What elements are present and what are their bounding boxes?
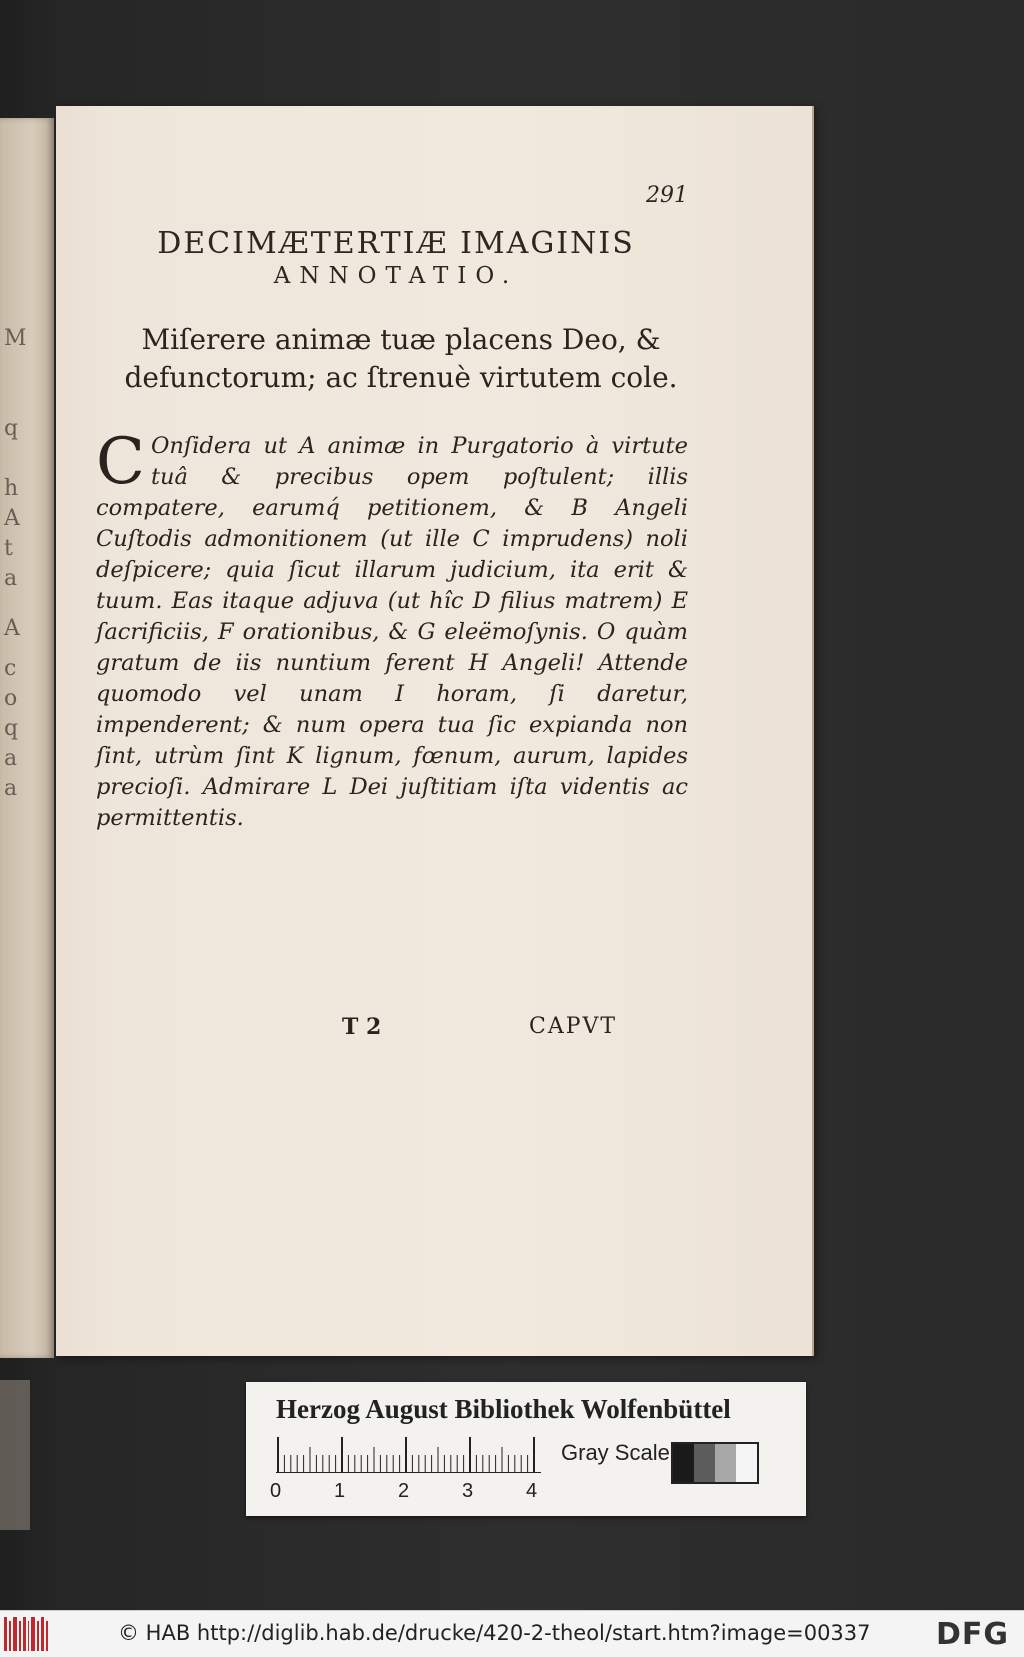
gray-patch	[673, 1444, 694, 1482]
logo-bar	[31, 1617, 35, 1651]
heading-line-1: DECIMÆTERTIÆ IMAGINIS	[157, 226, 635, 261]
gray-patch	[736, 1444, 757, 1482]
gray-scale-label: Gray Scale	[561, 1440, 670, 1465]
facing-page-letter: A	[4, 506, 20, 531]
copyright-link[interactable]: © HAB http://diglib.hab.de/drucke/420-2-theol/start.htm?image=00337	[118, 1621, 871, 1645]
ruler-label: 0	[270, 1480, 282, 1502]
logo-bar	[19, 1621, 21, 1651]
catchword: CAPVT	[529, 1014, 618, 1039]
body-paragraph	[96, 425, 688, 834]
facing-page-letter: a	[4, 566, 18, 591]
ruler-label: 1	[334, 1480, 346, 1502]
facing-page-letter: a	[4, 776, 18, 801]
drop-cap: C	[96, 425, 145, 499]
hab-barcode-logo-icon	[2, 1617, 48, 1651]
binding-strip	[0, 1380, 30, 1530]
ruler-label: 2	[398, 1480, 410, 1502]
ruler-label: 4	[526, 1480, 538, 1502]
book-page	[56, 106, 812, 1356]
gray-patch	[694, 1444, 715, 1482]
logo-bar	[37, 1621, 39, 1651]
logo-bar	[9, 1621, 11, 1651]
gray-patch	[715, 1444, 736, 1482]
footer-bar	[0, 1610, 1024, 1657]
body-text: Onſidera ut A animæ in Purgatorio à virtute tuâ & precibus opem poſtulent; illis compatere, earumq́ petitionem, & B Angeli Cuſtodis admonitionem (ut ille C imprudens) noli deſpicere; quia ſicut illarum judicium, ita erit & tuum. Eas itaque adjuva (ut hîc D filius matrem) E ſacrificiis, F orationibus, & G eleëmoſynis. O quàm gratum de iis nuntium ferent H Angeli! Attende quomodo vel unam I horam, ſi daretur, impenderent; & num opera tua ſic expianda non ſint, utrùm ſint K lignum, fœnum, aurum, lapides precioſi. Admirare L Dei juſtitiam iſta videntis ac permittentis.	[96, 433, 688, 831]
facing-page-letter: M	[4, 326, 27, 351]
ruler-icon	[276, 1437, 541, 1473]
ruler-labels	[270, 1480, 560, 1504]
chapter-heading	[106, 226, 686, 289]
motto-text: Miſerere animæ tuæ placens Deo, & defunctorum; ac ſtrenuè virtutem cole.	[124, 323, 678, 394]
logo-bar	[41, 1617, 44, 1651]
logo-bar	[23, 1617, 26, 1651]
facing-page-edge	[0, 118, 54, 1358]
logo-bar	[13, 1617, 17, 1651]
facing-page-letter: c	[4, 656, 17, 681]
facing-page-letter: q	[4, 716, 19, 741]
facing-page-letter: q	[4, 416, 19, 441]
logo-bar	[4, 1617, 7, 1651]
facing-page-letter: o	[4, 686, 18, 711]
facing-page-letter: t	[4, 536, 13, 561]
gray-scale-patches	[671, 1442, 759, 1484]
facing-page-letter: h	[4, 476, 19, 501]
logo-bar	[28, 1621, 29, 1651]
color-scale-card	[246, 1382, 806, 1516]
page-number: 291	[646, 183, 688, 208]
facing-page-letter: a	[4, 746, 18, 771]
library-name: Herzog August Bibliothek Wolfenbüttel	[276, 1394, 731, 1424]
dfg-logo: DFG	[936, 1617, 1010, 1652]
heading-line-2: ANNOTATIO.	[273, 263, 519, 289]
logo-bar	[46, 1621, 48, 1651]
ruler-label: 3	[462, 1480, 474, 1502]
facing-page-letter: A	[4, 616, 20, 641]
signature-mark: T 2	[342, 1014, 382, 1040]
